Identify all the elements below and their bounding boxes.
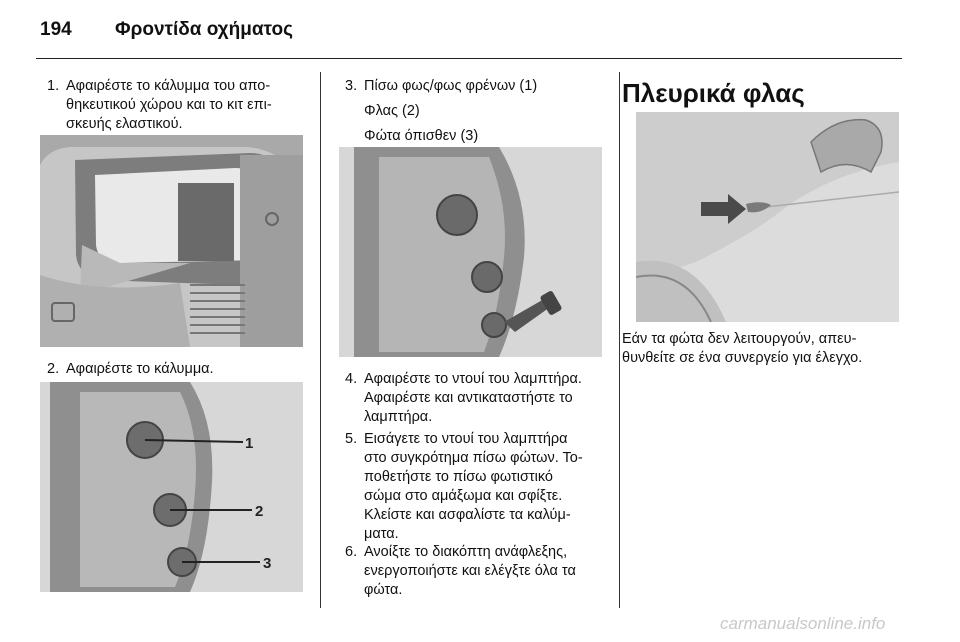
header-divider	[36, 58, 902, 59]
step-number: 3.	[345, 78, 358, 94]
step-1	[47, 77, 312, 137]
column-divider-left	[320, 72, 321, 608]
step-text: Πίσω φως/φως φρένων (1)	[364, 78, 538, 94]
section-title: Πλευρικά φλας	[622, 78, 805, 108]
step-4	[345, 370, 610, 430]
page-number: 194	[40, 19, 72, 40]
step-number: 4.	[345, 371, 358, 387]
step-text: Αφαιρέστε το κάλυμμα του απο- θηκευτικού χώρου και το κιτ επι- σκευής ελαστικού.	[66, 78, 272, 132]
bulb-holder-illustration	[339, 147, 602, 357]
reverse-light-label: Φώτα όπισθεν (3)	[364, 128, 479, 144]
column-divider-right	[619, 72, 620, 608]
callout-2: 2	[255, 503, 264, 520]
step-3	[345, 77, 610, 97]
trunk-storage-illustration	[40, 135, 303, 347]
step-5	[345, 430, 610, 546]
side-indicator-illustration	[636, 112, 899, 322]
step-number: 1.	[47, 78, 60, 94]
section-paragraph: Εάν τα φώτα δεν λειτουργούν, απευ- θυνθείτε σε ένα συνεργείο για έλεγχο.	[622, 331, 863, 366]
flash-label: Φλας (2)	[364, 103, 420, 119]
tail-lamp-bulbs-illustration	[40, 382, 303, 592]
step-6	[345, 543, 610, 603]
step-text: Εισάγετε το ντουί του λαμπτήρα στο συγκρότημα πίσω φώτων. Το- ποθετήστε το πίσω φωτιστικό σώμα στο αμάξωμα και σφίξτε. Κλείστε και ασφαλίστε τα καλύμ- ματα.	[364, 431, 583, 542]
step-number: 6.	[345, 544, 358, 560]
step-text: Ανοίξτε το διακόπτη ανάφλεξης, ενεργοποιήστε και ελέγξτε όλα τα φώτα.	[364, 544, 576, 598]
callout-1: 1	[245, 435, 254, 452]
page-header	[0, 0, 960, 60]
step-number: 5.	[345, 431, 358, 447]
callout-3: 3	[263, 555, 272, 572]
step-text: Αφαιρέστε το κάλυμμα.	[66, 361, 214, 377]
watermark: carmanualsonline.info	[720, 614, 886, 633]
step-number: 2.	[47, 361, 60, 377]
step-text: Αφαιρέστε το ντουί του λαμπτήρα. Αφαιρέστε και αντικαταστήστε το λαμπτήρα.	[364, 371, 582, 425]
step-2	[47, 360, 312, 380]
page-title: Φροντίδα οχήματος	[115, 19, 293, 40]
